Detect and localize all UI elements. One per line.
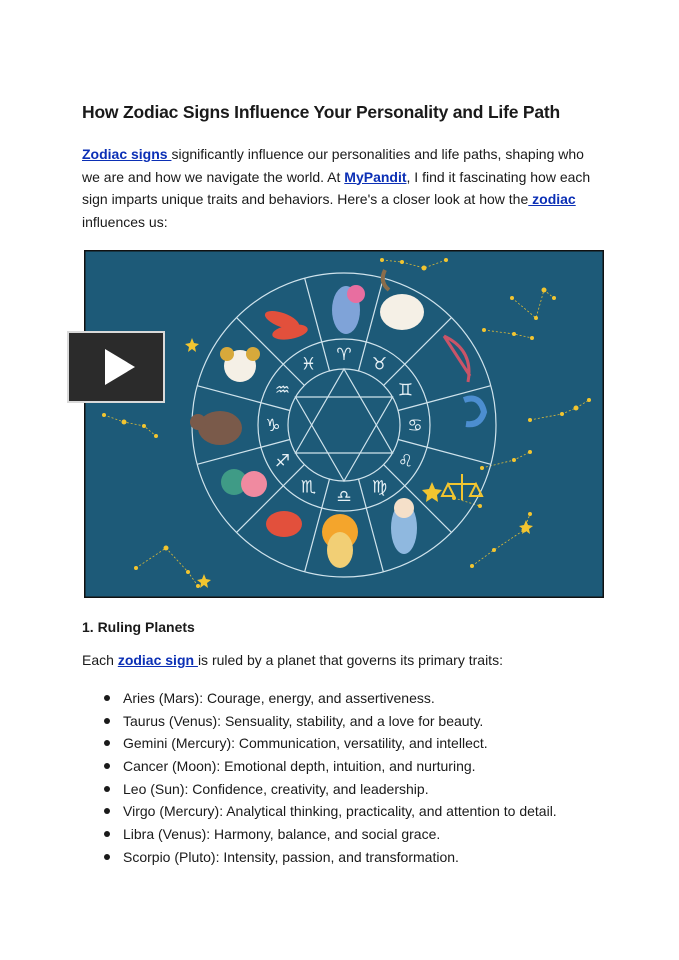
- zodiac-glyph: ♏: [300, 477, 317, 498]
- list-item: [82, 688, 557, 711]
- list-item-text: Virgo (Mercury): Analytical thinking, practicality, and attention to detail.: [123, 803, 557, 820]
- para-text-post: is ruled by a planet that governs its primary traits:: [197, 652, 503, 668]
- bullet-icon: [104, 831, 110, 837]
- bullet-icon: [104, 763, 110, 769]
- list-item: [82, 711, 557, 734]
- bullet-icon: [104, 808, 110, 814]
- list-item-text: Leo (Sun): Confidence, creativity, and leadership.: [123, 780, 429, 797]
- zodiac-glyph: ♎: [336, 487, 352, 507]
- list-item-text: Cancer (Moon): Emotional depth, intuition, and nurturing.: [123, 758, 476, 775]
- bullet-icon: [104, 695, 110, 701]
- intro-text-1: significantly influence our personalities and life paths, shaping who we are and how we navigate the world. At: [82, 146, 584, 185]
- intro-text-3: influences us:: [82, 213, 168, 230]
- zodiac-glyph: ♒: [274, 380, 291, 401]
- list-item: [82, 847, 557, 870]
- intro-text-2: , I find it fascinating how each sign imparts unique traits and behaviors. Here's a closer look at how the: [82, 168, 591, 207]
- zodiac-wheel-image: [84, 250, 604, 598]
- section-heading-ruling-planets: 1. Ruling Planets: [82, 619, 195, 635]
- zodiac-glyph: ♐: [274, 451, 291, 472]
- list-item: [82, 779, 557, 802]
- zodiac-glyph: ♋: [407, 416, 423, 436]
- para-text-pre: Each: [82, 652, 118, 668]
- bullet-icon: [104, 854, 110, 860]
- bullet-icon: [104, 786, 110, 792]
- zodiac-glyph: ♊: [397, 380, 414, 401]
- list-item-text: Gemini (Mercury): Communication, versatility, and intellect.: [123, 735, 488, 752]
- intro-paragraph: [82, 143, 592, 233]
- play-icon: [69, 333, 163, 401]
- bullet-icon: [104, 740, 110, 746]
- list-item-text: Libra (Venus): Harmony, balance, and social grace.: [123, 826, 441, 843]
- list-item: [82, 824, 557, 847]
- zodiac-link[interactable]: zodiac: [528, 191, 576, 207]
- section-paragraph: [82, 652, 503, 668]
- play-video-button[interactable]: [67, 331, 165, 403]
- list-item-text: Aries (Mars): Courage, energy, and assertiveness.: [123, 690, 435, 706]
- zodiac-signs-link[interactable]: Zodiac signs: [82, 146, 172, 162]
- mypandit-link[interactable]: MyPandit: [344, 168, 407, 185]
- list-item-text: Taurus (Venus): Sensuality, stability, and a love for beauty.: [123, 712, 484, 729]
- zodiac-glyph: ♌: [397, 451, 414, 472]
- bullet-icon: [104, 718, 110, 724]
- zodiac-glyph: ♓: [300, 354, 317, 375]
- page-title: How Zodiac Signs Influence Your Personality and Life Path: [82, 102, 561, 122]
- list-item-text: Scorpio (Pluto): Intensity, passion, and transformation.: [123, 848, 459, 865]
- list-item: [82, 801, 557, 824]
- zodiac-glyph: ♍: [371, 477, 388, 498]
- zodiac-glyph: ♈: [336, 345, 352, 365]
- list-item: [82, 756, 557, 779]
- ruling-planets-list: [82, 688, 557, 870]
- zodiac-glyph: ♑: [265, 416, 281, 436]
- zodiac-sign-link[interactable]: zodiac sign: [117, 652, 198, 668]
- zodiac-glyph: ♉: [371, 354, 388, 375]
- list-item: [82, 733, 557, 756]
